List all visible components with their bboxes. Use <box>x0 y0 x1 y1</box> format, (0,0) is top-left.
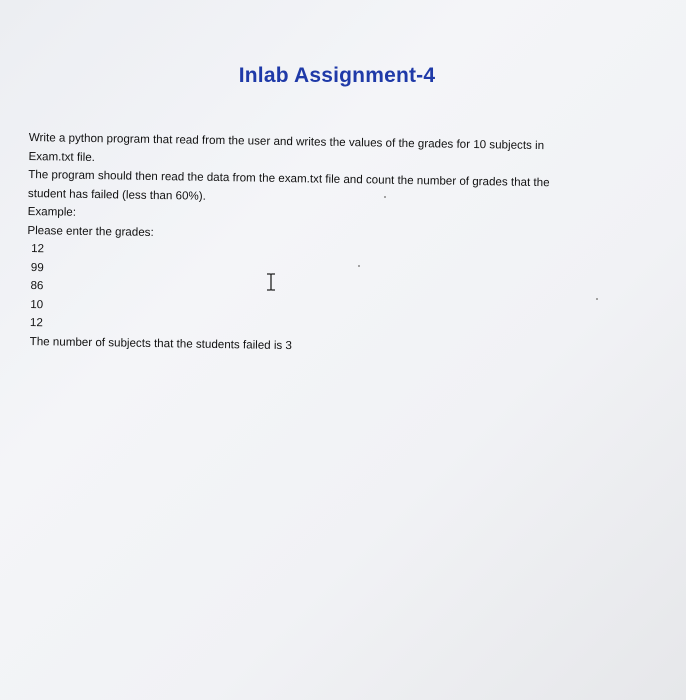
instruction-line-2: Exam.txt file. <box>28 149 96 164</box>
instruction-line-3: The program should then read the data from the exam.txt file and count the number of grades that the <box>28 167 550 190</box>
example-grade-2: 99 <box>30 260 44 274</box>
example-grade-5: 12 <box>29 316 43 330</box>
speck-2 <box>358 265 360 267</box>
example-result: The number of subjects that the students failed is 3 <box>29 334 293 352</box>
example-prompt: Please enter the grades: <box>27 223 154 239</box>
speck-3 <box>596 298 598 300</box>
instruction-line-4: student has failed (less than 60%). <box>27 186 206 203</box>
example-grade-4: 10 <box>30 297 44 311</box>
example-grade-1: 12 <box>31 242 45 256</box>
instruction-line-1: Write a python program that read from the user and writes the values of the grades for 10 subjects in <box>28 130 545 153</box>
text-cursor-icon <box>264 273 278 291</box>
assignment-body <box>26 129 659 361</box>
document-title <box>0 64 686 88</box>
example-heading: Example: <box>27 204 77 219</box>
speck-1 <box>384 196 386 198</box>
title-text: Inlab Assignment-4 <box>238 64 436 87</box>
example-grade-3: 86 <box>30 279 44 293</box>
